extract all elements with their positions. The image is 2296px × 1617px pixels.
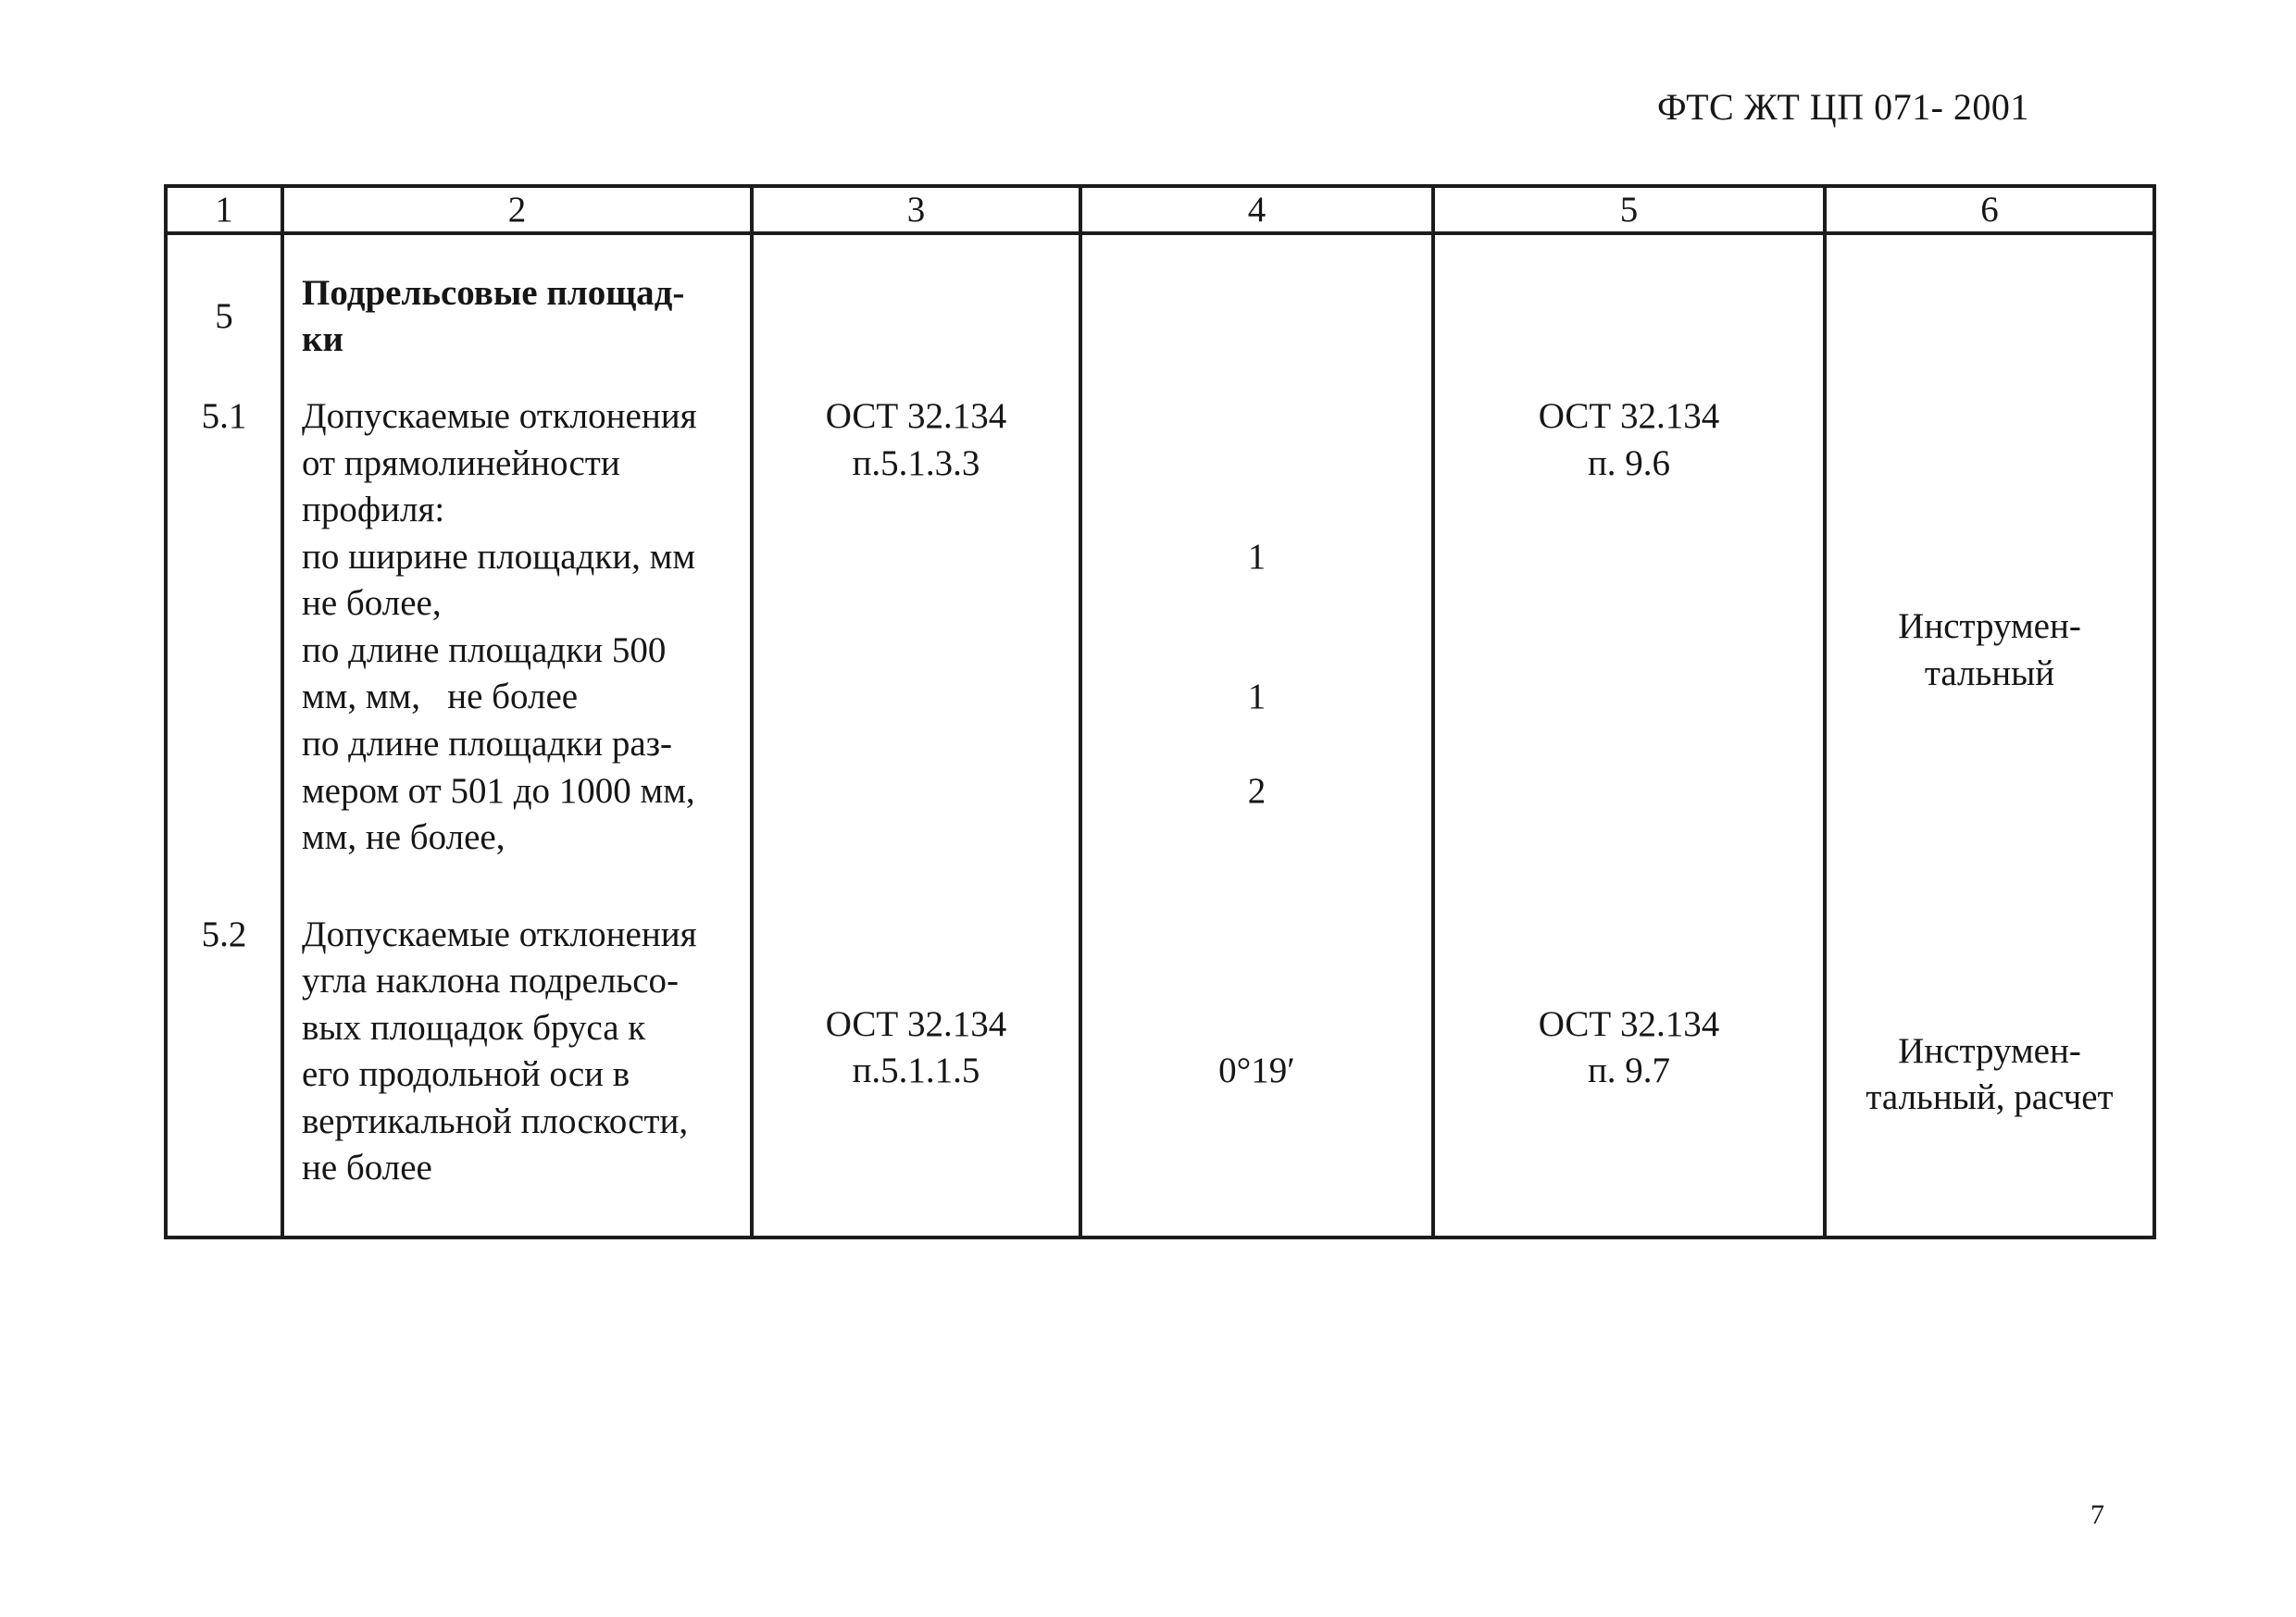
row-description-line: от прямолинейности bbox=[302, 443, 620, 483]
norm-document-clause: п.5.1.1.5 bbox=[852, 1051, 980, 1090]
control-method: тальный, расчет bbox=[1866, 1077, 2114, 1117]
row-description-line: его продольной оси в bbox=[302, 1054, 630, 1094]
column-header-2: 2 bbox=[507, 190, 527, 230]
control-method: Инструмен- bbox=[1898, 1031, 2081, 1071]
method-document-clause: п. 9.6 bbox=[1587, 443, 1671, 483]
method-document: ОСТ 32.134 bbox=[1538, 396, 1720, 436]
column-header-6: 6 bbox=[1980, 190, 1999, 230]
control-method: тальный bbox=[1924, 653, 2055, 693]
row-description-line: угла наклона подрельсо- bbox=[302, 961, 680, 1001]
row-description-line: мм, не более, bbox=[302, 817, 505, 857]
section-title-line-2: ки bbox=[302, 319, 343, 359]
column-header-4: 4 bbox=[1247, 190, 1267, 230]
col-border-left bbox=[164, 184, 168, 1239]
row-description-line: по ширине площадки, мм bbox=[302, 537, 696, 577]
norm-value: 1 bbox=[1247, 677, 1267, 716]
row-description-line: по длине площадки раз- bbox=[302, 724, 673, 764]
column-header-1: 1 bbox=[215, 190, 233, 230]
col-border-right bbox=[2152, 184, 2156, 1239]
norm-value: 1 bbox=[1247, 537, 1267, 577]
section-number: 5 bbox=[215, 296, 233, 336]
row-description-line: Допускаемые отклонения bbox=[302, 396, 697, 436]
column-header-5: 5 bbox=[1619, 190, 1639, 230]
row-description-line: вертикальной плоскости, bbox=[302, 1101, 689, 1141]
row-description-line: вых площадок бруса к bbox=[302, 1008, 646, 1048]
col-border-1-2 bbox=[281, 184, 284, 1239]
row-description-line: мм, мм, не более bbox=[302, 677, 579, 716]
row-description-line: по длине площадки 500 bbox=[302, 630, 667, 670]
row-description-line: профиля: bbox=[302, 490, 445, 529]
row-description-line: не более bbox=[302, 1148, 432, 1188]
method-document-clause: п. 9.7 bbox=[1587, 1051, 1671, 1090]
norm-value: 0°19′ bbox=[1218, 1051, 1295, 1090]
row-number: 5.1 bbox=[201, 396, 247, 436]
document-code: ФТС ЖТ ЦП 071- 2001 bbox=[1657, 86, 2029, 128]
column-header-3: 3 bbox=[906, 190, 926, 230]
row-description-line: мером от 501 до 1000 мм, bbox=[302, 771, 695, 811]
norm-value: 2 bbox=[1247, 771, 1267, 811]
row-description-line: не более, bbox=[302, 583, 442, 623]
page-number: 7 bbox=[2090, 1499, 2104, 1530]
section-title-line-1: Подрельсовые площад- bbox=[302, 273, 685, 313]
method-document: ОСТ 32.134 bbox=[1538, 1004, 1720, 1044]
norm-document: ОСТ 32.134 bbox=[825, 1004, 1007, 1044]
row-description-line: Допускаемые отклонения bbox=[302, 914, 697, 954]
control-method: Инструмен- bbox=[1898, 606, 2081, 646]
table-bottom-border bbox=[164, 1236, 2156, 1239]
norm-document-clause: п.5.1.3.3 bbox=[852, 443, 980, 483]
row-number: 5.2 bbox=[201, 914, 247, 954]
norm-document: ОСТ 32.134 bbox=[825, 396, 1007, 436]
